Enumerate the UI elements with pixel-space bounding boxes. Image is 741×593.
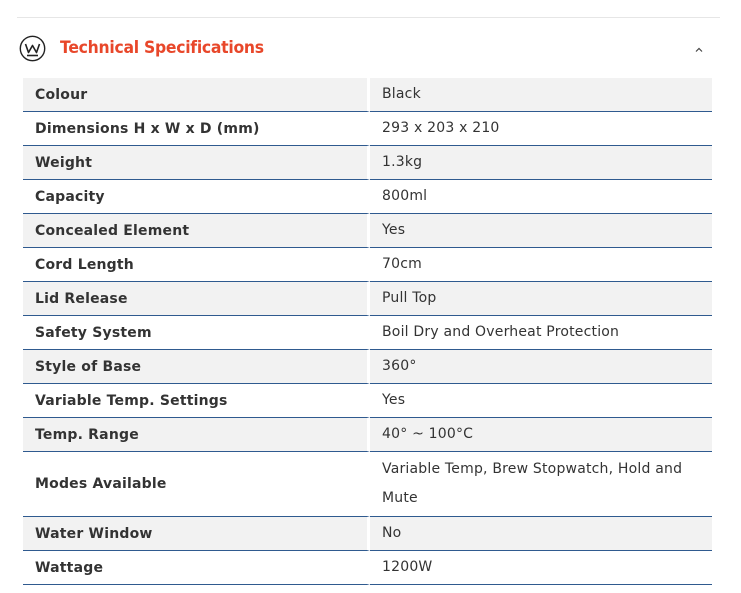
- spec-label: Style of Base: [23, 350, 370, 384]
- spec-label: Concealed Element: [23, 214, 370, 248]
- spec-value: 1200W: [370, 551, 712, 585]
- spec-value: Black: [370, 78, 712, 112]
- divider: [17, 17, 720, 18]
- spec-label: Temp. Range: [23, 418, 370, 452]
- spec-value: Pull Top: [370, 282, 712, 316]
- chevron-up-icon[interactable]: [693, 41, 705, 53]
- spec-value: Yes: [370, 214, 712, 248]
- spec-label: Variable Temp. Settings: [23, 384, 370, 418]
- spec-value: Yes: [370, 384, 712, 418]
- spec-label: Lid Release: [23, 282, 370, 316]
- table-row: [23, 282, 712, 316]
- table-row: [23, 517, 712, 551]
- table-row: [23, 350, 712, 384]
- table-row: [23, 146, 712, 180]
- spec-value: 40° ~ 100°C: [370, 418, 712, 452]
- spec-label: Wattage: [23, 551, 370, 585]
- spec-label: Water Window: [23, 517, 370, 551]
- table-row: [23, 316, 712, 350]
- spec-label: Weight: [23, 146, 370, 180]
- spec-label: Capacity: [23, 180, 370, 214]
- specifications-table: [23, 78, 712, 585]
- westinghouse-logo-icon: [19, 35, 46, 62]
- spec-value: 800ml: [370, 180, 712, 214]
- spec-value: 1.3kg: [370, 146, 712, 180]
- section-title: Technical Specifications: [60, 38, 264, 58]
- spec-label: Dimensions H x W x D (mm): [23, 112, 370, 146]
- table-row: [23, 384, 712, 418]
- table-row: [23, 452, 712, 517]
- table-row: [23, 112, 712, 146]
- table-row: [23, 551, 712, 585]
- spec-value: 70cm: [370, 248, 712, 282]
- spec-label: Modes Available: [23, 452, 370, 517]
- accordion-header[interactable]: [17, 28, 720, 68]
- spec-label: Safety System: [23, 316, 370, 350]
- table-row: [23, 78, 712, 112]
- spec-value: 360°: [370, 350, 712, 384]
- table-row: [23, 180, 712, 214]
- spec-value: 293 x 203 x 210: [370, 112, 712, 146]
- spec-value: Boil Dry and Overheat Protection: [370, 316, 712, 350]
- table-row: [23, 418, 712, 452]
- spec-value: Variable Temp, Brew Stopwatch, Hold and Mute: [370, 452, 712, 517]
- spec-label: Cord Length: [23, 248, 370, 282]
- spec-label: Colour: [23, 78, 370, 112]
- table-row: [23, 214, 712, 248]
- spec-value: No: [370, 517, 712, 551]
- table-row: [23, 248, 712, 282]
